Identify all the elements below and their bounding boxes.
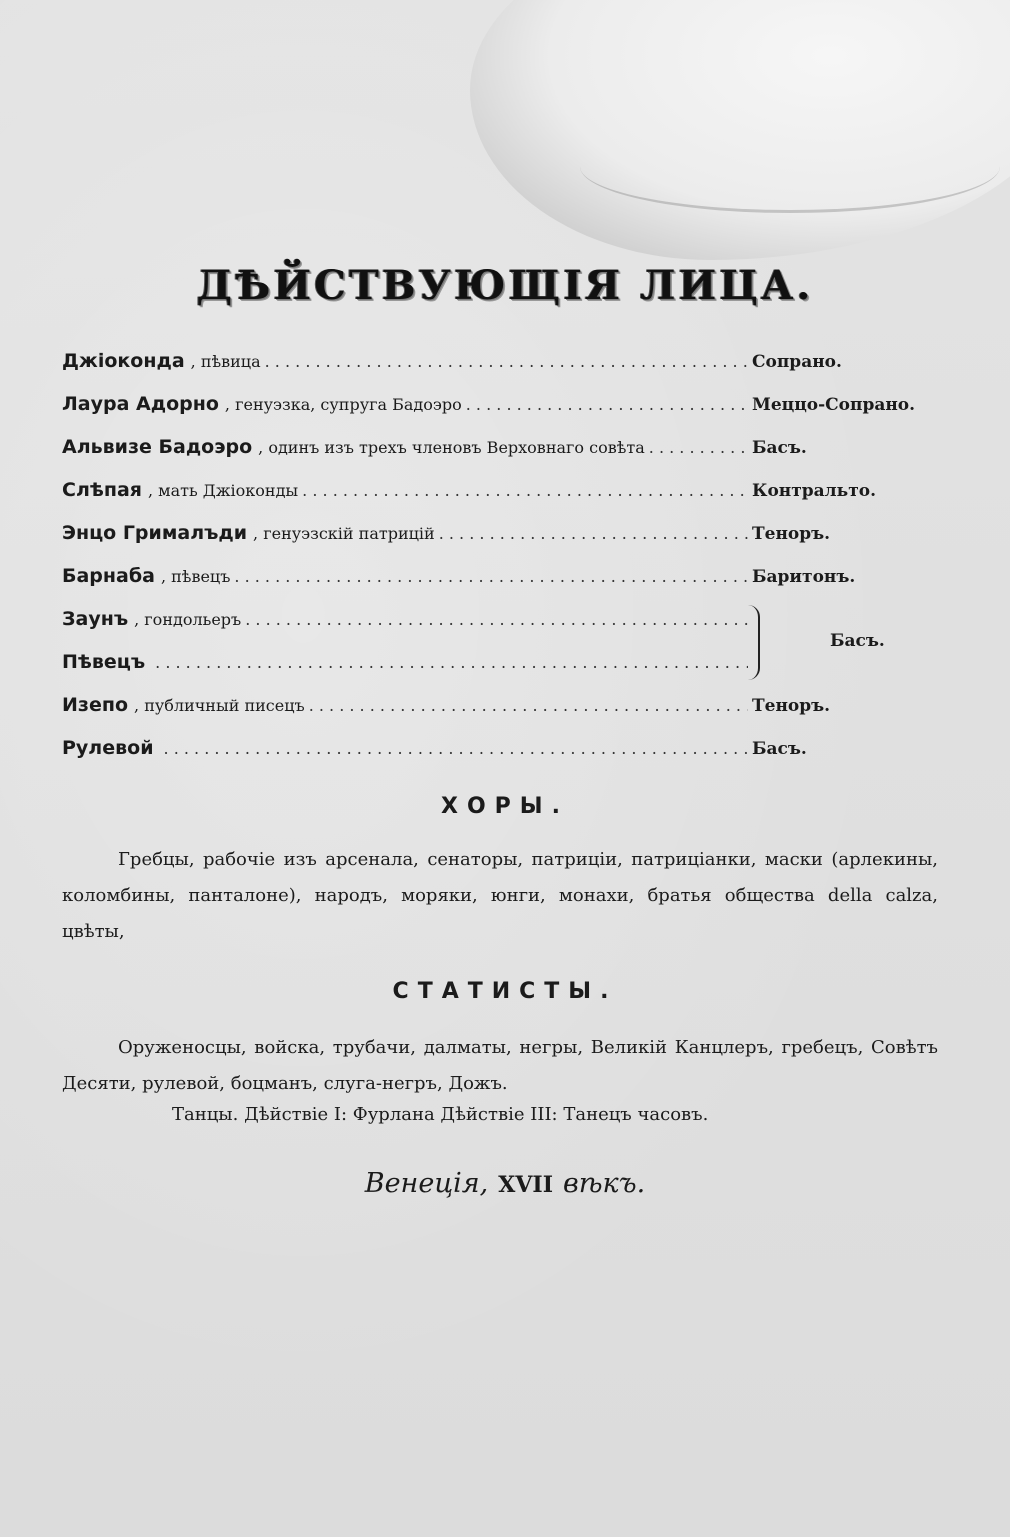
water-stain-edge [580,120,1000,213]
voice-type: Басъ. [752,438,807,458]
voice-type: Баритонъ. [752,567,856,587]
cast-row [62,608,942,651]
role-name: Заунъ [62,608,129,630]
role-description: , генуэзскій патрицій [253,524,435,543]
choirs-text: Гребцы, рабочіе изъ арсенала, сенаторы, патриціи, патриціанки, маски (арлекины, коломбины, панталоне), народъ, моряки, юнги, монахи, братья общества della calza, цвѣты, [62,849,938,942]
extras-heading: СТАТИСТЫ. [392,979,618,1004]
voice-type: Теноръ. [752,524,831,544]
role-name: Лаура Адорно [62,393,219,415]
role-name: Барнаба [62,565,155,587]
dot-leader [302,481,748,500]
cast-row [62,479,942,522]
shared-voice-type: Басъ. [830,631,885,651]
dot-leader [439,524,748,543]
voice-type: Сопрано. [752,352,842,372]
setting-place: Венеція, [364,1168,489,1199]
cast-list [62,350,942,780]
voice-type: Контральто. [752,481,876,501]
cast-row [62,651,942,694]
cast-row [62,565,942,608]
role-description: , мать Джіоконды [148,481,299,500]
cast-row [62,522,942,565]
role-description: , публичный писецъ [134,696,305,715]
role-description: , одинъ изъ трехъ членовъ Верховнаго совѣта [258,438,645,457]
role-name: Изепо [62,694,129,716]
page-title: ДѢЙСТВУЮЩІЯ ЛИЦА. [196,262,814,309]
role-name: Пѣвецъ [62,651,146,673]
role-description: , пѣвица [190,352,261,371]
cast-row [62,737,942,780]
dot-leader [164,739,748,758]
dot-leader [245,610,748,629]
role-name: Джіоконда [62,350,185,372]
extras-text: Оруженосцы, войска, трубачи, далматы, негры, Великій Канцлеръ, гребецъ, Совѣтъ Десяти, рулевой, боцманъ, слуга-негръ, Дожъ. [62,1037,938,1094]
grouping-brace [748,605,760,680]
role-name: Энцо Грималъди [62,522,248,544]
voice-type: Теноръ. [752,696,831,716]
dot-leader [155,653,748,672]
role-description: , пѣвецъ [160,567,231,586]
role-description: , гондольеръ [134,610,242,629]
dot-leader [265,352,748,371]
dot-leader [649,438,748,457]
choirs-heading: ХОРЫ. [441,794,569,819]
role-name: Альвизе Бадоэро [62,436,253,458]
setting-century-number: XVII [498,1172,553,1198]
setting-century-word: вѣкъ. [563,1168,646,1199]
dot-leader [309,696,748,715]
voice-type: Басъ. [752,739,807,759]
dances-text: Танцы. Дѣйствіе I: Фурлана Дѣйствіе III: Танецъ часовъ. [172,1104,709,1125]
cast-row [62,393,942,436]
role-name: Слѣпая [62,479,142,501]
voice-type: Меццо-Сопрано. [752,395,916,415]
dot-leader [234,567,748,586]
cast-row [62,350,942,393]
dot-leader [466,395,748,414]
cast-row [62,694,942,737]
setting-line [0,1168,1010,1199]
cast-row [62,436,942,479]
role-name: Рулевой [62,737,154,759]
role-description: , генуэзка, супруга Бадоэро [224,395,462,414]
